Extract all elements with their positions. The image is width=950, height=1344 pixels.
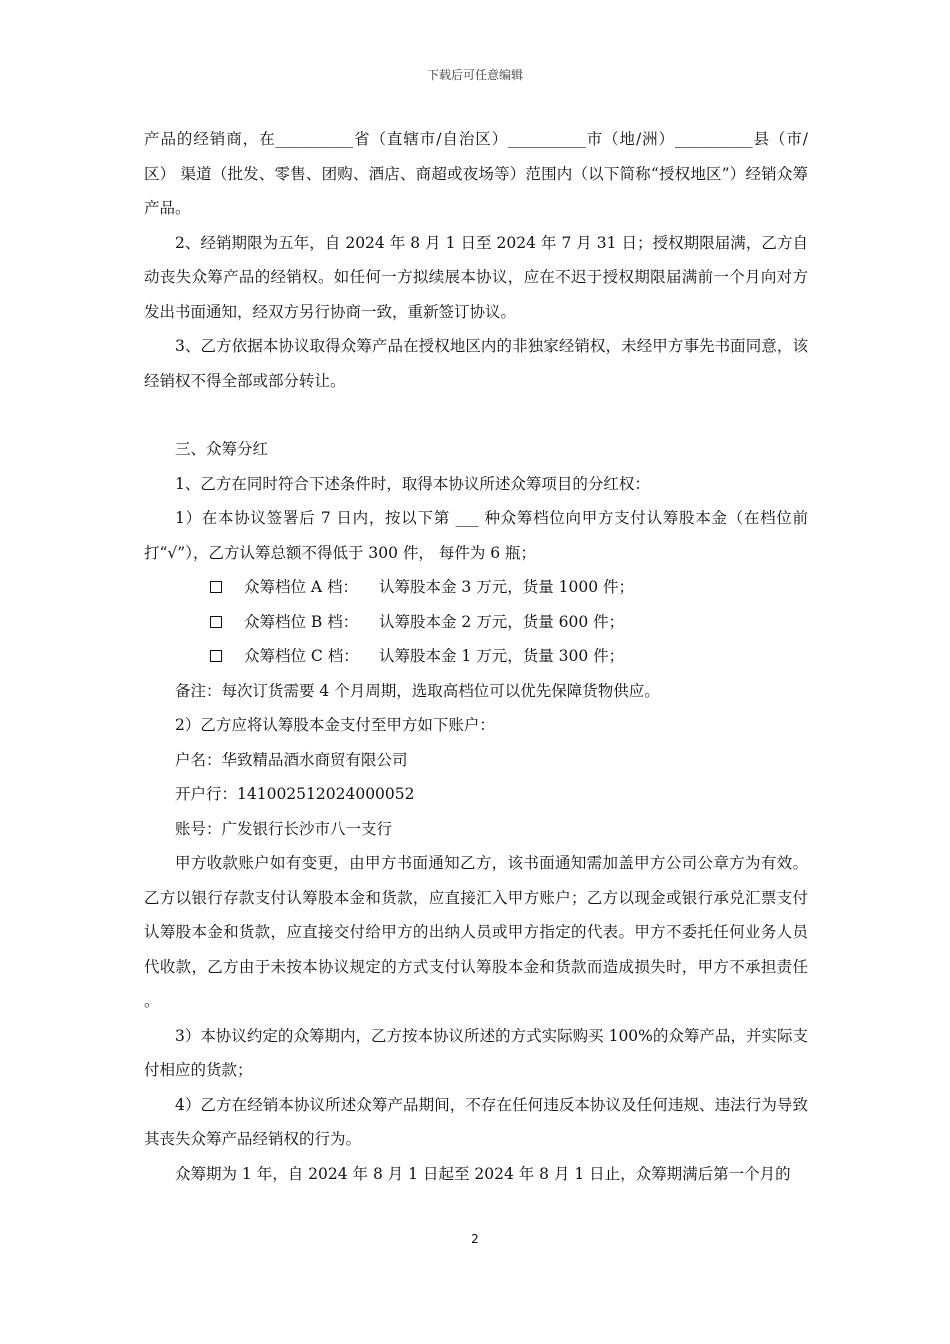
paragraph-non-exclusive: 3、乙方依据本协议取得众筹产品在授权地区内的非独家经销权，未经甲方事先书面同意，该经销权不得全部或部分转让。 — [144, 337, 808, 390]
paragraph-payment-tiers: 1）在本协议签署后 7 日内，按以下第 ___ 种众筹档位向甲方支付认筹股本金（在档位前打“√”），乙方认筹总额不得低于 300 件， 每件为 6 瓶； — [144, 509, 808, 562]
spacer — [144, 398, 808, 432]
tier-name: 众筹档位 C 档： — [244, 647, 359, 665]
tier-detail: 认筹股本金 2 万元，货量 600 件； — [379, 612, 625, 631]
tier-detail: 认筹股本金 3 万元，货量 1000 件； — [379, 578, 635, 596]
paragraph-note: 备注：每次订货需要 4 个月周期，选取高档位可以优先保障货物供应。 — [175, 681, 660, 700]
paragraph-authorized-region: 产品的经销商，在__________省（直辖市/自治区）__________市（地/洲）__________县（市/区） 渠道（批发、零售、团购、酒店、商超或夜场等）范围内（以下简称“授权地区”）经销众筹产品。 — [144, 130, 808, 217]
account-name: 户名：华致精品酒水商贸有限公司 — [175, 750, 408, 769]
checkbox-icon[interactable] — [210, 616, 222, 628]
checkbox-icon[interactable] — [210, 581, 222, 593]
paragraph-term: 2、经销期限为五年，自 2024 年 8 月 1 日至 2024 年 7 月 31 日；授权期限届满，乙方自动丧失众筹产品的经销权。如任何一方拟续展本协议，应在不迟于授权期限届满前一个月向对方发出书面通知，经双方另行协商一致，重新签订协议。 — [144, 233, 808, 321]
paragraph-purchase: 3）本协议约定的众筹期内，乙方按本协议所述的方式实际购买 100%的众筹产品，并实际支付相应的货款； — [144, 1026, 808, 1079]
tier-option-b[interactable] — [144, 605, 808, 640]
section-heading: 三、众筹分红 — [175, 440, 269, 458]
paragraph-compliance: 4）乙方在经销本协议所述众筹产品期间，不存在任何违反本协议及任何违规、违法行为导致其丧失众筹产品经销权的行为。 — [144, 1095, 808, 1148]
account-bank: 开户行：141002512024000052 — [175, 785, 415, 803]
paragraph-conditions: 1、乙方在同时符合下述条件时，取得本协议所述众筹项目的分红权： — [175, 474, 650, 493]
checkbox-icon[interactable] — [210, 650, 222, 662]
tier-name: 众筹档位 B 档： — [244, 612, 359, 631]
paragraph-account-intro: 2）乙方应将认筹股本金支付至甲方如下账户： — [175, 716, 495, 734]
document-body — [144, 122, 808, 1191]
paragraph-account-change: 甲方收款账户如有变更，由甲方书面通知乙方，该书面通知需加盖甲方公司公章方为有效。乙方以银行存款支付认筹股本金和货款，应直接汇入甲方账户；乙方以现金或银行承兑汇票支付认筹股本金和货款，应直接交付给甲方的出纳人员或甲方指定的代表。甲方不委托任何业务人员代收款，乙方由于未按本协议规定的方式支付认筹股本金和货款而造成损失时，甲方不承担责任 。 — [144, 854, 808, 1010]
page-header: 下载后可任意编辑 — [426, 68, 523, 82]
tier-option-c[interactable] — [144, 639, 808, 674]
tier-option-a[interactable] — [144, 570, 808, 605]
tier-detail: 认筹股本金 1 万元，货量 300 件； — [379, 647, 625, 665]
paragraph-period: 众筹期为 1 年，自 2024 年 8 月 1 日起至 2024 年 8 月 1 日止，众筹期满后第一个月的 — [175, 1164, 791, 1183]
tier-name: 众筹档位 A 档： — [244, 578, 359, 596]
account-number: 账号：广发银行长沙市八一支行 — [175, 819, 393, 838]
page-number: 2 — [471, 1232, 479, 1246]
